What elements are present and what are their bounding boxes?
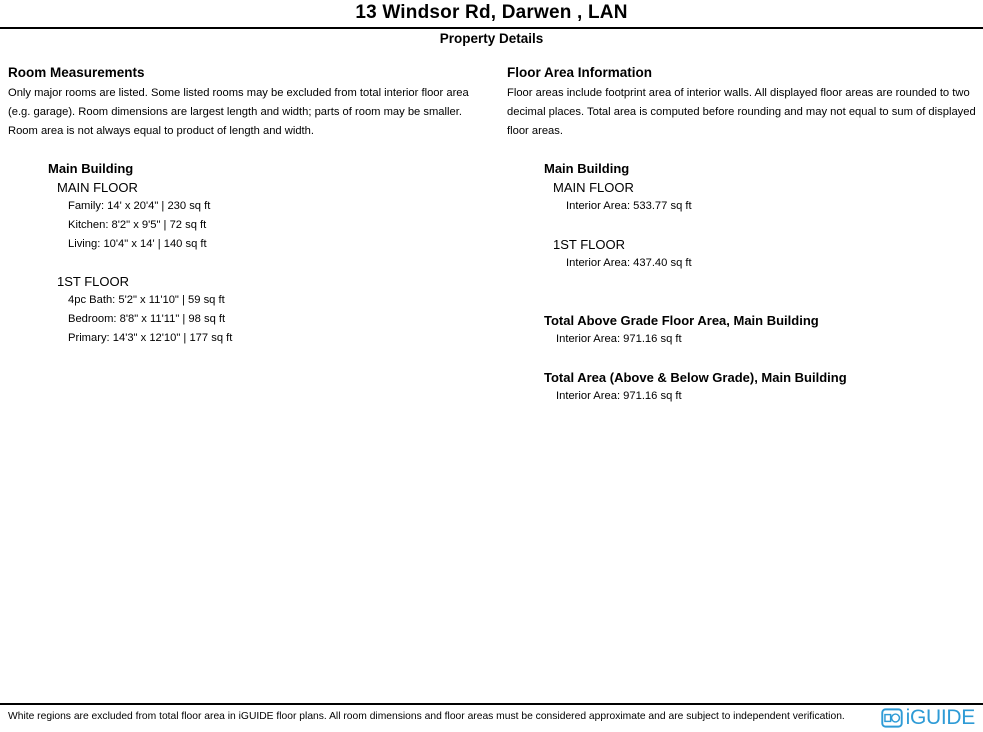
interior-area-line: Interior Area: 971.16 sq ft [556, 333, 682, 345]
room-line: Family: 14' x 20'4" | 230 sq ft [68, 200, 211, 212]
floor-main-floor-area [553, 178, 983, 216]
floor-area-section [507, 66, 983, 406]
floor-name: MAIN FLOOR [57, 180, 138, 195]
total-above-below-grade [544, 368, 983, 406]
room-measurements-section [8, 66, 483, 348]
total-above-grade [544, 311, 983, 349]
iguide-logo-text: iGUIDE [905, 706, 975, 729]
iguide-logo [881, 704, 975, 731]
footer-rule [0, 703, 983, 705]
room-measurements-description: Only major rooms are listed. Some listed rooms may be excluded from total interior floor area (e.g. garage). Room dimensions are largest length and width; parts of room may be smaller. Room area is not always equal to product of length and width. [8, 87, 469, 137]
floor-area-building [544, 159, 983, 273]
totals-block [544, 311, 983, 406]
footer-disclaimer: White regions are excluded from total floor area in iGUIDE floor plans. All room dimensions and floor areas must be considered approximate and are subject to independent verification. [8, 711, 845, 722]
room-line: Primary: 14'3" x 12'10" | 177 sq ft [68, 332, 233, 344]
header-rule [0, 27, 983, 29]
floor-name: 1ST FLOOR [553, 237, 626, 252]
building-name: Main Building [544, 161, 630, 176]
floor-1st-floor [57, 272, 483, 348]
total-heading: Total Above Grade Floor Area, Main Building [544, 313, 819, 328]
room-measurements-heading: Room Measurements [8, 65, 145, 80]
interior-area-line: Interior Area: 971.16 sq ft [556, 390, 682, 402]
interior-area-line: Interior Area: 533.77 sq ft [566, 200, 692, 212]
room-line: 4pc Bath: 5'2" x 11'10" | 59 sq ft [68, 294, 225, 306]
interior-area-line: Interior Area: 437.40 sq ft [566, 257, 692, 269]
room-line: Living: 10'4" x 14' | 140 sq ft [68, 238, 207, 250]
room-line: Kitchen: 8'2" x 9'5" | 72 sq ft [68, 219, 207, 231]
page-title: 13 Windsor Rd, Darwen , LAN [355, 2, 628, 23]
total-heading: Total Area (Above & Below Grade), Main Building [544, 370, 847, 385]
floor-1st-floor-area [553, 235, 983, 273]
building-name: Main Building [48, 161, 134, 176]
floor-name: MAIN FLOOR [553, 180, 634, 195]
room-measurements-building [48, 159, 483, 348]
floor-area-description: Floor areas include footprint area of interior walls. All displayed floor areas are rounded to two decimal places. Total area is computed before rounding and may not equal to sum of displayed floor areas. [507, 87, 976, 137]
room-line: Bedroom: 8'8" x 11'11" | 98 sq ft [68, 313, 226, 325]
iguide-camera-icon [881, 707, 903, 729]
floor-area-heading: Floor Area Information [507, 65, 653, 80]
floor-name: 1ST FLOOR [57, 274, 130, 289]
page-subtitle: Property Details [439, 31, 544, 46]
floor-main-floor [57, 178, 483, 254]
